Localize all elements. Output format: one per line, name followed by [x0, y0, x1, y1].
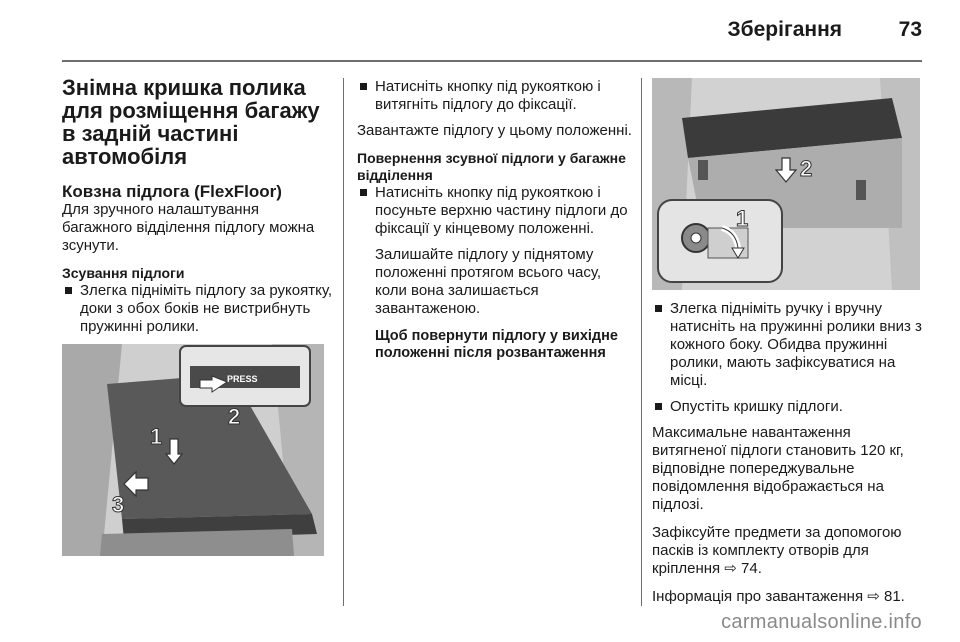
figure-floor-slide	[62, 344, 324, 556]
bullet-pull-floor: Натисніть кнопку під рукояткою і витягніть підлогу до фіксації.	[357, 78, 635, 114]
figure-label-3: 3	[112, 492, 125, 517]
intro-paragraph: Для зручного налаштування багажного відділення підлогу можна зсунути.	[62, 201, 315, 254]
figure-spring-rollers	[652, 78, 920, 290]
subheading-sliding: Зсування підлоги	[62, 265, 185, 281]
section-title: Зберігання	[727, 18, 842, 41]
bullet-lift-floor: Злегка підніміть підлогу за рукоятку, доки з обох боків не вистрибнуть пружинні ролики.	[62, 282, 332, 336]
bullet-press-rollers: Злегка підніміть ручку і вручну натисніть на пружинні ролики вниз з кожного боку. Обидва пружинні ролики, мають зафіксуватися на місці.	[652, 300, 922, 390]
column-divider-2	[641, 78, 642, 606]
press-label: PRESS	[227, 374, 258, 384]
column-divider-1	[343, 78, 344, 606]
page-number: 73	[898, 18, 922, 41]
column-1	[62, 76, 332, 556]
header-divider	[62, 60, 922, 62]
figure-label-2: 2	[228, 404, 241, 429]
subheading-return: Повернення зсувної підлоги у багажне відділення	[357, 150, 626, 183]
loading-info-paragraph: Інформація про завантаження ⇨ 81.	[652, 588, 905, 605]
figure-label-2: 2	[800, 156, 813, 181]
watermark: carmanualsonline.info	[721, 611, 922, 633]
floor-slide-illustration	[62, 344, 324, 556]
bullet-push-floor: Натисніть кнопку під рукояткою і посуньте верхню частину підлоги до фіксації у кінцевому положенні.	[357, 184, 635, 238]
column-3	[652, 78, 922, 616]
load-paragraph: Завантажте підлогу у цьому положенні.	[357, 122, 632, 139]
spring-rollers-illustration	[652, 78, 920, 290]
main-heading: Знімна кришка полика для розміщення багажу в задній частині автомобіля	[62, 75, 320, 169]
figure-label-1: 1	[736, 206, 749, 231]
figure-label-1: 1	[150, 424, 163, 449]
bullet-lower-cover: Опустіть кришку підлоги.	[652, 398, 922, 416]
max-load-paragraph: Максимальне навантаження витягненої підлоги становить 120 кг, відповідне попереджувальне повідомлення відображається на підлозі.	[652, 424, 904, 513]
secure-items-paragraph: Зафіксуйте предмети за допомогою пасків із комплекту отворів для кріплення ⇨ 74.	[652, 524, 902, 577]
subheading-flexfloor: Ковзна підлога (FlexFloor)	[62, 182, 282, 201]
subheading-restore: Щоб повернути підлогу у вихідне положенні після розвантаження	[375, 328, 618, 361]
keep-raised-paragraph: Залишайте підлогу у піднятому положенні протягом всього часу, коли вона залишається завантаженою.	[375, 246, 602, 317]
page-header	[0, 0, 960, 60]
column-2	[357, 78, 635, 362]
